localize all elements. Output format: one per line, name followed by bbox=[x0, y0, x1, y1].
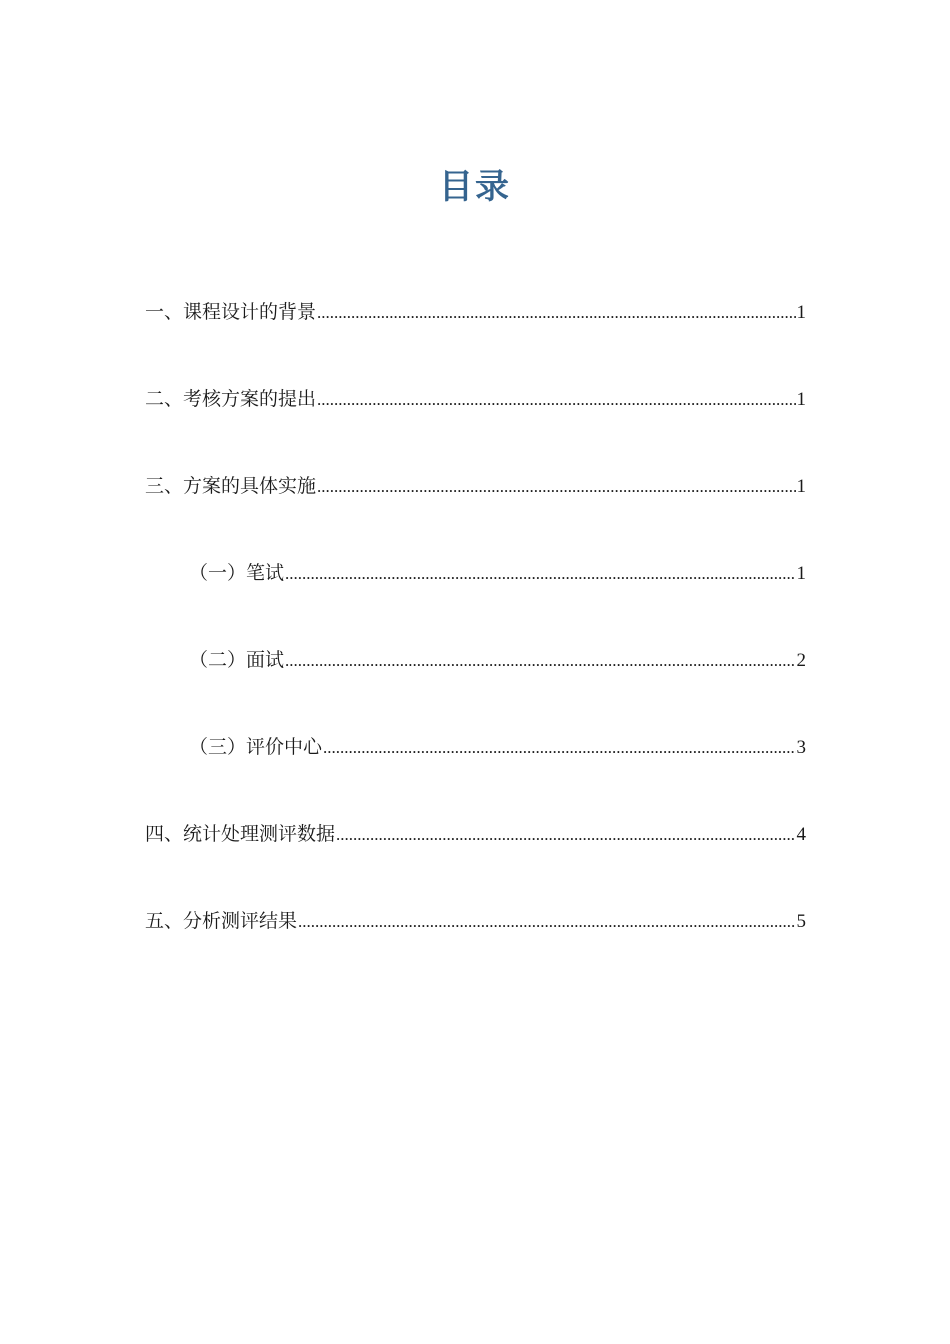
toc-entry-3-3[interactable] bbox=[145, 725, 806, 812]
toc-entry-2[interactable] bbox=[145, 377, 806, 464]
toc-entry-1[interactable] bbox=[145, 290, 806, 377]
toc-entry-3-1[interactable] bbox=[145, 551, 806, 638]
toc-dot-leader bbox=[336, 813, 795, 857]
toc-page-number: 1 bbox=[796, 389, 806, 410]
toc-dot-leader bbox=[323, 726, 795, 770]
toc-dot-leader bbox=[317, 378, 795, 422]
toc-entry-text: （一）笔试 bbox=[189, 562, 285, 584]
toc-entry-3[interactable] bbox=[145, 464, 806, 551]
toc-entry-text: 五、分析测评结果 bbox=[145, 910, 298, 932]
toc-entry-text: （二）面试 bbox=[189, 649, 285, 671]
toc-entry-text: 四、统计处理测评数据 bbox=[145, 823, 336, 845]
toc-entry-text: 三、方案的具体实施 bbox=[145, 475, 317, 497]
toc-entry-text: 二、考核方案的提出 bbox=[145, 388, 317, 410]
toc-entry-5[interactable] bbox=[145, 899, 806, 986]
toc-page-number: 5 bbox=[796, 911, 806, 932]
toc-page-number: 1 bbox=[796, 476, 806, 497]
toc-entry-3-2[interactable] bbox=[145, 638, 806, 725]
toc-entry-text: 一、课程设计的背景 bbox=[145, 301, 317, 323]
toc-dot-leader bbox=[285, 639, 795, 683]
toc-list bbox=[145, 290, 806, 986]
toc-dot-leader bbox=[317, 291, 795, 335]
toc-dot-leader bbox=[285, 552, 795, 596]
toc-page-number: 1 bbox=[796, 302, 806, 323]
toc-page-number: 3 bbox=[796, 737, 806, 758]
toc-title: 目录 bbox=[439, 167, 511, 207]
toc-page-number: 4 bbox=[796, 824, 806, 845]
toc-entry-4[interactable] bbox=[145, 812, 806, 899]
toc-entry-text: （三）评价中心 bbox=[189, 736, 323, 758]
toc-dot-leader bbox=[298, 900, 795, 944]
toc-page-number: 1 bbox=[796, 563, 806, 584]
toc-dot-leader bbox=[317, 465, 795, 509]
toc-page-number: 2 bbox=[796, 650, 806, 671]
